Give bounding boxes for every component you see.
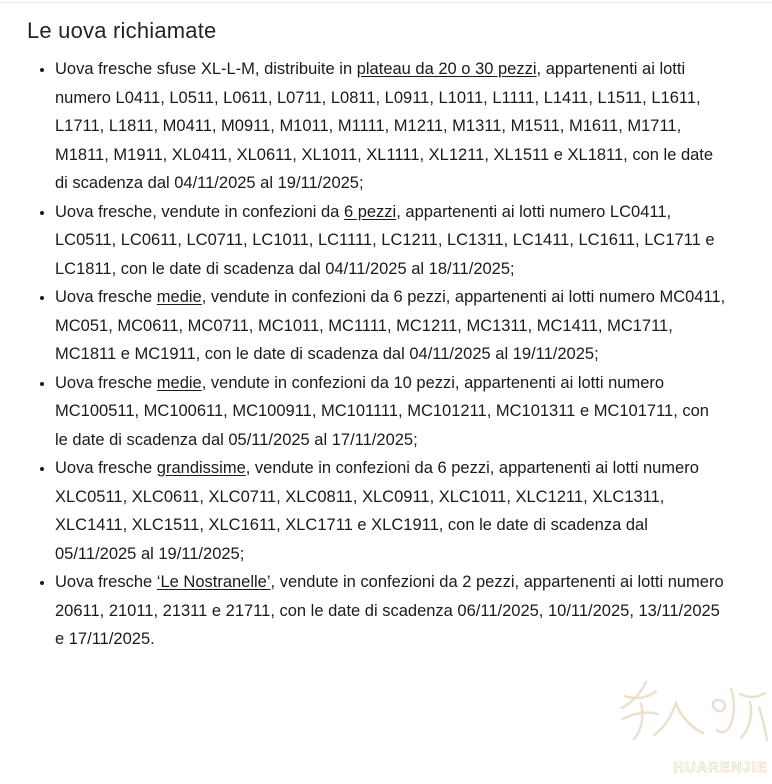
recall-item-text: , appartenenti ai lotti numero L0411, L0511, L0611, L0711, L0811, L0911, L1011, L1111, L1411, L1511, L1611, L1711, L1811, M0411, M0911, M1011, M1111, M1211, M1311, M1511, M1611, M1711, M1811, M1911, XL0411, XL0611, XL1011, XL1111, XL1211, XL1511 e XL1811, con le date di scadenza dal 04/11/2025 al 19/11/2025; (55, 60, 714, 192)
recall-item-text: , vendute in confezioni da 10 pezzi, appartenenti ai lotti numero MC100511, MC100611, MC100911, MC101111, MC101211, MC101311 e MC101711, con le date di scadenza dal 05/11/2025 al 17/11/2025; (55, 373, 709, 449)
recall-item-text: , vendute in confezioni da 6 pezzi, appartenenti ai lotti numero MC0411, MC051, MC0611, MC0711, MC1011, MC1111, MC1211, MC1311, MC1411, MC1711, MC1811 e MC1911, con le date di scadenza dal 04/11/2025 al 19/11/2025; (55, 288, 726, 363)
recalled-product-link[interactable]: medie (156, 373, 202, 392)
recall-item-text: Uova fresche (55, 373, 157, 392)
recalled-product-link[interactable]: plateau da 20 o 30 pezzi (356, 60, 537, 78)
recall-list-item (55, 369, 726, 455)
recall-item-text: , appartenenti ai lotti numero LC0411, LC0511, LC0611, LC0711, LC1011, LC1111, LC1211, LC1311, LC1411, LC1611, LC1711 e LC1811, con le date di scadenza dal 04/11/2025 al 18/11/2025; (55, 202, 715, 278)
recall-list-item (55, 454, 726, 568)
recall-item-text: Uova fresche sfuse XL-L-M, distribuite in (55, 60, 357, 78)
huarenjie-logo-calligraphy (622, 682, 767, 740)
recall-list-item (55, 283, 726, 369)
recall-item-text: Uova fresche (55, 288, 157, 306)
top-divider (0, 2, 772, 3)
recall-item-text: Uova fresche (55, 573, 157, 591)
recalled-product-link[interactable]: 6 pezzi (343, 202, 397, 221)
recall-list (27, 55, 726, 654)
recall-item-text: Uova fresche, vendute in confezioni da (55, 202, 344, 221)
recall-list-item (55, 568, 726, 654)
huarenjie-watermark (618, 676, 770, 778)
recalled-product-link[interactable]: ‘Le Nostranelle’ (156, 573, 271, 591)
huarenjie-logo (618, 676, 770, 778)
watermark-text: HUARENJIE (673, 760, 768, 776)
recall-list-item (55, 198, 726, 284)
recall-item-text: , vendute in confezioni da 2 pezzi, appartenenti ai lotti numero 20611, 21011, 21311 e 21711, con le date di scadenza 06/11/2025, 10/11/2025, 13/11/2025 e 17/11/2025. (55, 573, 724, 648)
recalled-product-link[interactable]: medie (156, 288, 202, 306)
recalled-product-link[interactable]: grandissime (156, 459, 246, 477)
page-title: Le uova richiamate (27, 18, 217, 43)
recall-item-text: Uova fresche (55, 459, 157, 477)
recall-item-text: , vendute in confezioni da 6 pezzi, appartenenti ai lotti numero XLC0511, XLC0611, XLC0711, XLC0811, XLC0911, XLC1011, XLC1211, XLC1311, XLC1411, XLC1511, XLC1611, XLC1711 e XLC1911, con le date di scadenza dal 05/11/2025 al 19/11/2025; (55, 459, 699, 563)
recall-list-item (55, 55, 726, 198)
